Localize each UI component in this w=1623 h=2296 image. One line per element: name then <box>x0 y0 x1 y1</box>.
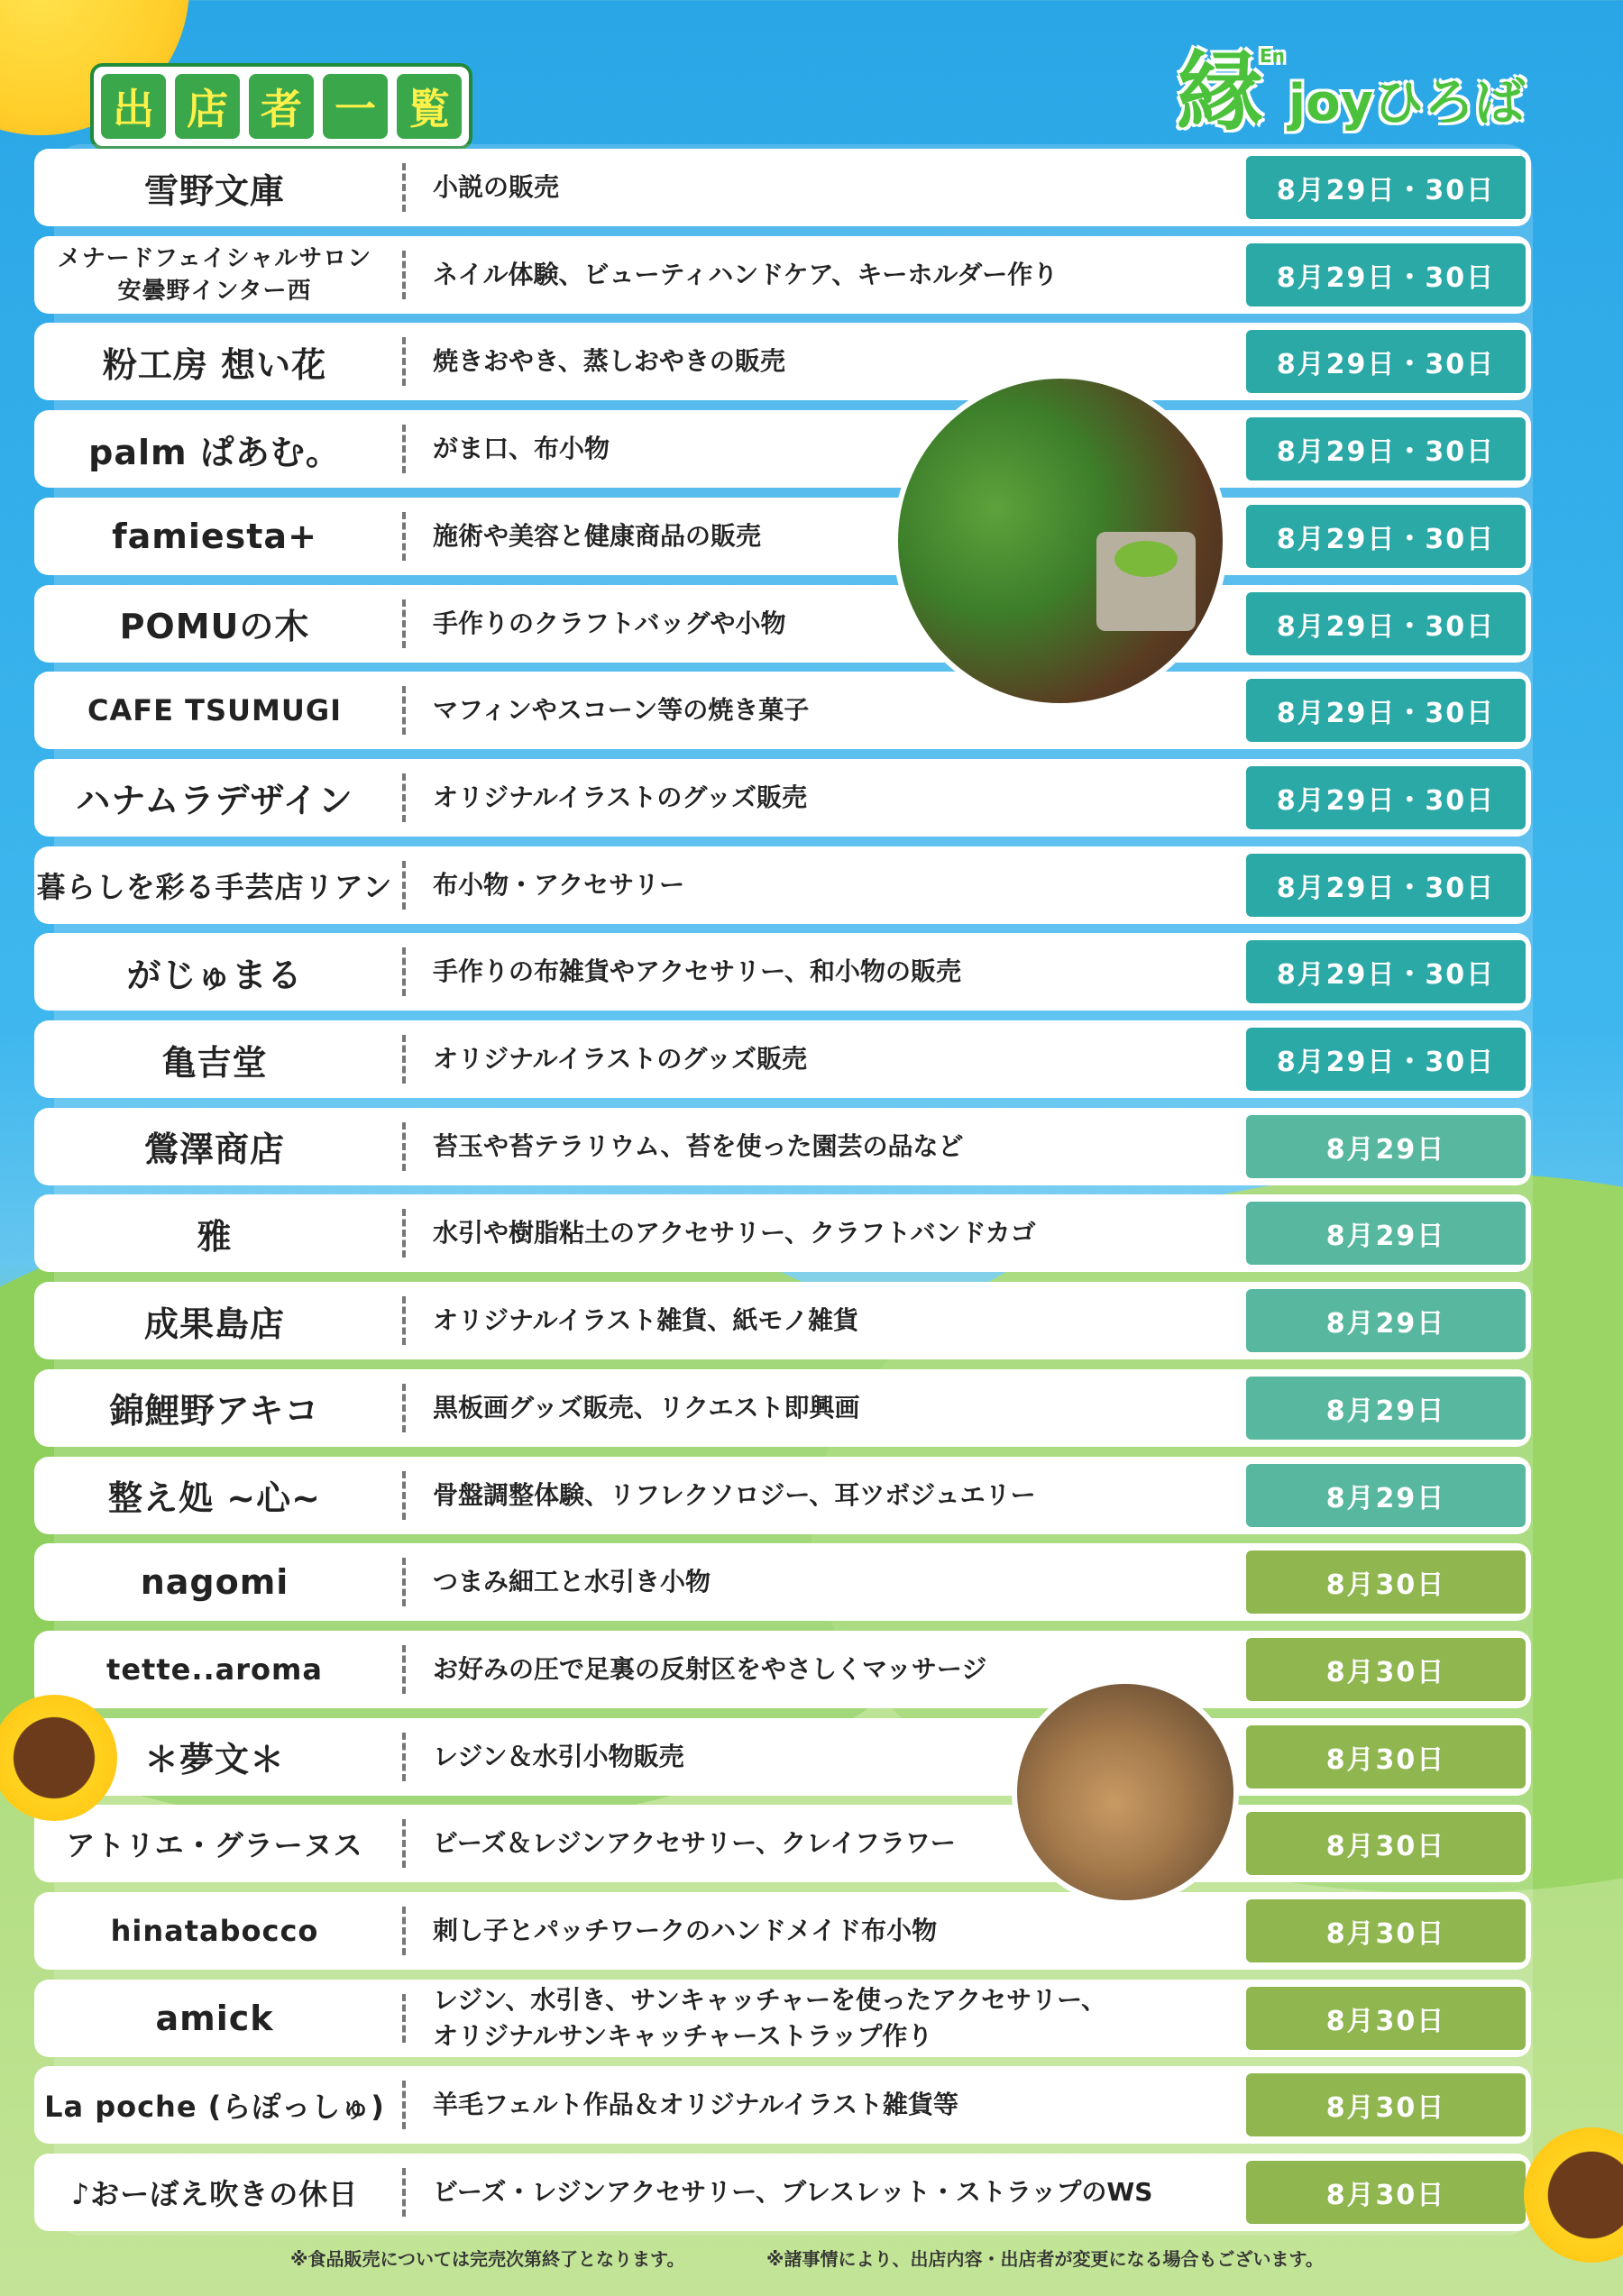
date-badge: 8月29日・30日 <box>1246 156 1526 219</box>
date-badge: 8月30日 <box>1246 1550 1526 1614</box>
date-badge: 8月30日 <box>1246 2073 1526 2136</box>
vendor-row <box>34 1980 1531 2057</box>
vendor-description: 骨盤調整体験、リフレクソロジー、耳ツボジュエリー <box>433 1479 1036 1510</box>
vendor-description: お好みの圧で足裏の反射区をやさしくマッサージ <box>433 1653 987 1684</box>
vendor-row <box>34 1805 1531 1882</box>
date-badge: 8月29日・30日 <box>1246 1028 1526 1091</box>
vendor-name: ＊夢文＊ <box>143 1740 285 1780</box>
vendor-row <box>34 1369 1531 1447</box>
vendor-description: ビーズ＆レジンアクセサリー、クレイフラワー <box>433 1828 956 1859</box>
dashed-divider <box>402 947 406 996</box>
title-char: 一 <box>323 74 388 139</box>
vendor-description: 小説の販売 <box>433 172 560 202</box>
dashed-divider <box>402 1994 406 2043</box>
logo-text: joyひろば <box>1288 74 1526 133</box>
vendor-row <box>34 1718 1531 1796</box>
vendor-name: 粉工房 想い花 <box>102 344 327 385</box>
date-badge: 8月30日 <box>1246 1987 1526 2050</box>
date-badge: 8月30日 <box>1246 2161 1526 2224</box>
vendor-description: 施術や美容と健康商品の販売 <box>433 520 762 551</box>
event-logo <box>1177 27 1526 142</box>
logo-kanji: 縁 <box>1177 41 1263 142</box>
vendor-description: 刺し子とパッチワークのハンドメイド布小物 <box>433 1916 938 1945</box>
date-badge: 8月30日 <box>1246 1812 1526 1875</box>
vendor-row <box>34 672 1531 749</box>
vendor-name: 亀吉堂 <box>161 1042 268 1083</box>
title-char: 覧 <box>397 74 462 139</box>
date-badge: 8月30日 <box>1246 1899 1526 1962</box>
vendor-name: La poche (らぽっしゅ) <box>44 2090 385 2125</box>
date-badge: 8月29日 <box>1246 1115 1526 1178</box>
vendor-row <box>34 585 1531 663</box>
date-badge: 8月29日・30日 <box>1246 940 1526 1003</box>
date-badge: 8月29日・30日 <box>1246 592 1526 655</box>
vendor-row <box>34 1282 1531 1359</box>
date-badge: 8月29日・30日 <box>1246 505 1526 568</box>
dashed-divider <box>402 1907 406 1955</box>
vendor-description: 水引や樹脂粘土のアクセサリー、クラフトバンドカゴ <box>433 1218 1036 1249</box>
date-badge: 8月30日 <box>1246 1638 1526 1701</box>
dashed-divider <box>402 1384 406 1432</box>
page-title <box>90 63 472 150</box>
dashed-divider <box>402 512 406 561</box>
vendor-row <box>34 1892 1531 1970</box>
vendor-name: amick <box>155 1998 274 2038</box>
dashed-divider <box>402 425 406 473</box>
vendor-name: がじゅまる <box>126 955 303 995</box>
vendor-row <box>34 2154 1531 2231</box>
date-badge: 8月29日・30日 <box>1246 766 1526 829</box>
date-badge: 8月29日 <box>1246 1202 1526 1265</box>
vendor-row <box>34 2066 1531 2144</box>
date-badge: 8月30日 <box>1246 1725 1526 1788</box>
dashed-divider <box>402 163 406 212</box>
date-badge: 8月29日 <box>1246 1464 1526 1527</box>
dashed-divider <box>402 773 406 822</box>
dashed-divider <box>402 2168 406 2217</box>
date-badge: 8月29日・30日 <box>1246 243 1526 306</box>
vendor-name: 整え処 ~心~ <box>108 1478 321 1518</box>
vendor-description: オリジナルイラストのグッズ販売 <box>433 782 807 812</box>
dashed-divider <box>402 1122 406 1171</box>
vendor-description: ビーズ・レジンアクセサリー、ブレスレット・ストラップのWS <box>433 2177 1153 2208</box>
vendor-name: ♪おーぼえ吹きの休日 <box>70 2177 359 2212</box>
date-badge: 8月29日・30日 <box>1246 854 1526 917</box>
title-char: 出 <box>101 74 166 139</box>
vendor-name: 雪野文庫 <box>143 170 285 211</box>
vendor-name: 鶯澤商店 <box>143 1130 285 1170</box>
vendor-description: レジン＆水引小物販売 <box>433 1741 684 1771</box>
moss-shape <box>1114 541 1178 577</box>
vendor-row <box>34 323 1531 400</box>
vendor-description: 焼きおやき、蒸しおやきの販売 <box>433 346 785 377</box>
vendor-name: POMUの木 <box>119 607 310 646</box>
dashed-divider <box>402 337 406 386</box>
dashed-divider <box>402 686 406 735</box>
dashed-divider <box>402 861 406 910</box>
vendor-description: 黒板画グッズ販売、リクエスト即興画 <box>433 1392 860 1422</box>
baked-goods-photo <box>1012 1679 1239 1906</box>
dashed-divider <box>402 1733 406 1781</box>
vendor-description: ネイル体験、ビューティハンドケア、キーホルダー作り <box>433 259 1059 289</box>
vendor-description: つまみ細工と水引き小物 <box>433 1567 711 1597</box>
dashed-divider <box>402 1819 406 1868</box>
vendor-row <box>34 1194 1531 1272</box>
date-badge: 8月29日・30日 <box>1246 330 1526 393</box>
logo-en: En <box>1260 45 1285 67</box>
dashed-divider <box>402 1645 406 1694</box>
vendor-description: 苔玉や苔テラリウム、苔を使った園芸の品など <box>433 1130 964 1161</box>
vendor-description: 手作りのクラフトバッグや小物 <box>433 608 786 638</box>
date-badge: 8月29日・30日 <box>1246 679 1526 742</box>
vendor-name: tette..aroma <box>106 1651 323 1687</box>
vendor-name: アトリエ・グラーヌス <box>66 1828 363 1863</box>
vendor-description: レジン、水引き、サンキャッチャーを使ったアクセサリー、 オリジナルサンキャッチャーストラップ作り <box>433 1984 1107 2051</box>
vendor-row <box>34 1020 1531 1098</box>
vendor-row <box>34 236 1531 314</box>
dashed-divider <box>402 1209 406 1258</box>
vendor-description: 羊毛フェルト作品＆オリジナルイラスト雑貨等 <box>433 2090 958 2120</box>
vendor-name: 錦鯉野アキコ <box>109 1391 320 1432</box>
dashed-divider <box>402 1296 406 1345</box>
date-badge: 8月29日 <box>1246 1289 1526 1352</box>
dashed-divider <box>402 1035 406 1084</box>
date-badge: 8月29日 <box>1246 1377 1526 1440</box>
date-badge: 8月29日・30日 <box>1246 417 1526 480</box>
vendor-row <box>34 1543 1531 1621</box>
dashed-divider <box>402 1558 406 1606</box>
vendor-row <box>34 933 1531 1011</box>
dashed-divider <box>402 251 406 299</box>
vendor-description: マフィンやスコーン等の焼き菓子 <box>433 695 810 726</box>
dashed-divider <box>402 599 406 648</box>
moss-plant-photo <box>893 373 1228 709</box>
vendor-name: hinatabocco <box>110 1914 319 1948</box>
title-char: 者 <box>249 74 314 139</box>
vendor-row <box>34 410 1531 488</box>
vendor-row <box>34 1457 1531 1534</box>
vendor-name: CAFE TSUMUGI <box>87 693 342 728</box>
vendor-name: メナードフェイシャルサロン 安曇野インター西 <box>57 244 372 305</box>
vendor-name: ハナムラデザイン <box>76 781 353 821</box>
vendor-description: がま口、布小物 <box>433 434 610 464</box>
title-char: 店 <box>175 74 240 139</box>
vendor-name: 暮らしを彩る手芸店リアン <box>36 869 393 904</box>
dashed-divider <box>402 1471 406 1520</box>
vendor-description: オリジナルイラストのグッズ販売 <box>433 1044 807 1074</box>
vendor-name: 雅 <box>197 1216 233 1257</box>
vendor-row <box>34 498 1531 575</box>
dashed-divider <box>402 2081 406 2129</box>
vendor-row <box>34 1631 1531 1708</box>
vendor-row <box>34 759 1531 837</box>
vendor-name: palm ぱあむ。 <box>88 432 341 472</box>
footnote-left: ※食品販売については完売次第終了となります。 <box>290 2248 685 2270</box>
vendor-row <box>34 1108 1531 1185</box>
vendor-row <box>34 846 1531 924</box>
vendor-description: オリジナルイラスト雑貨、紙モノ雑貨 <box>433 1305 859 1336</box>
vendor-description: 布小物・アクセサリー <box>433 869 685 900</box>
vendor-name: famiesta+ <box>112 516 317 556</box>
vendor-description: 手作りの布雑貨やアクセサリー、和小物の販売 <box>433 956 962 987</box>
vendor-name: nagomi <box>140 1562 289 1603</box>
footnote-right: ※諸事情により、出店内容・出店者が変更になる場合もございます。 <box>766 2248 1324 2270</box>
vendor-name: 成果島店 <box>143 1304 285 1344</box>
vendor-row <box>34 149 1531 226</box>
